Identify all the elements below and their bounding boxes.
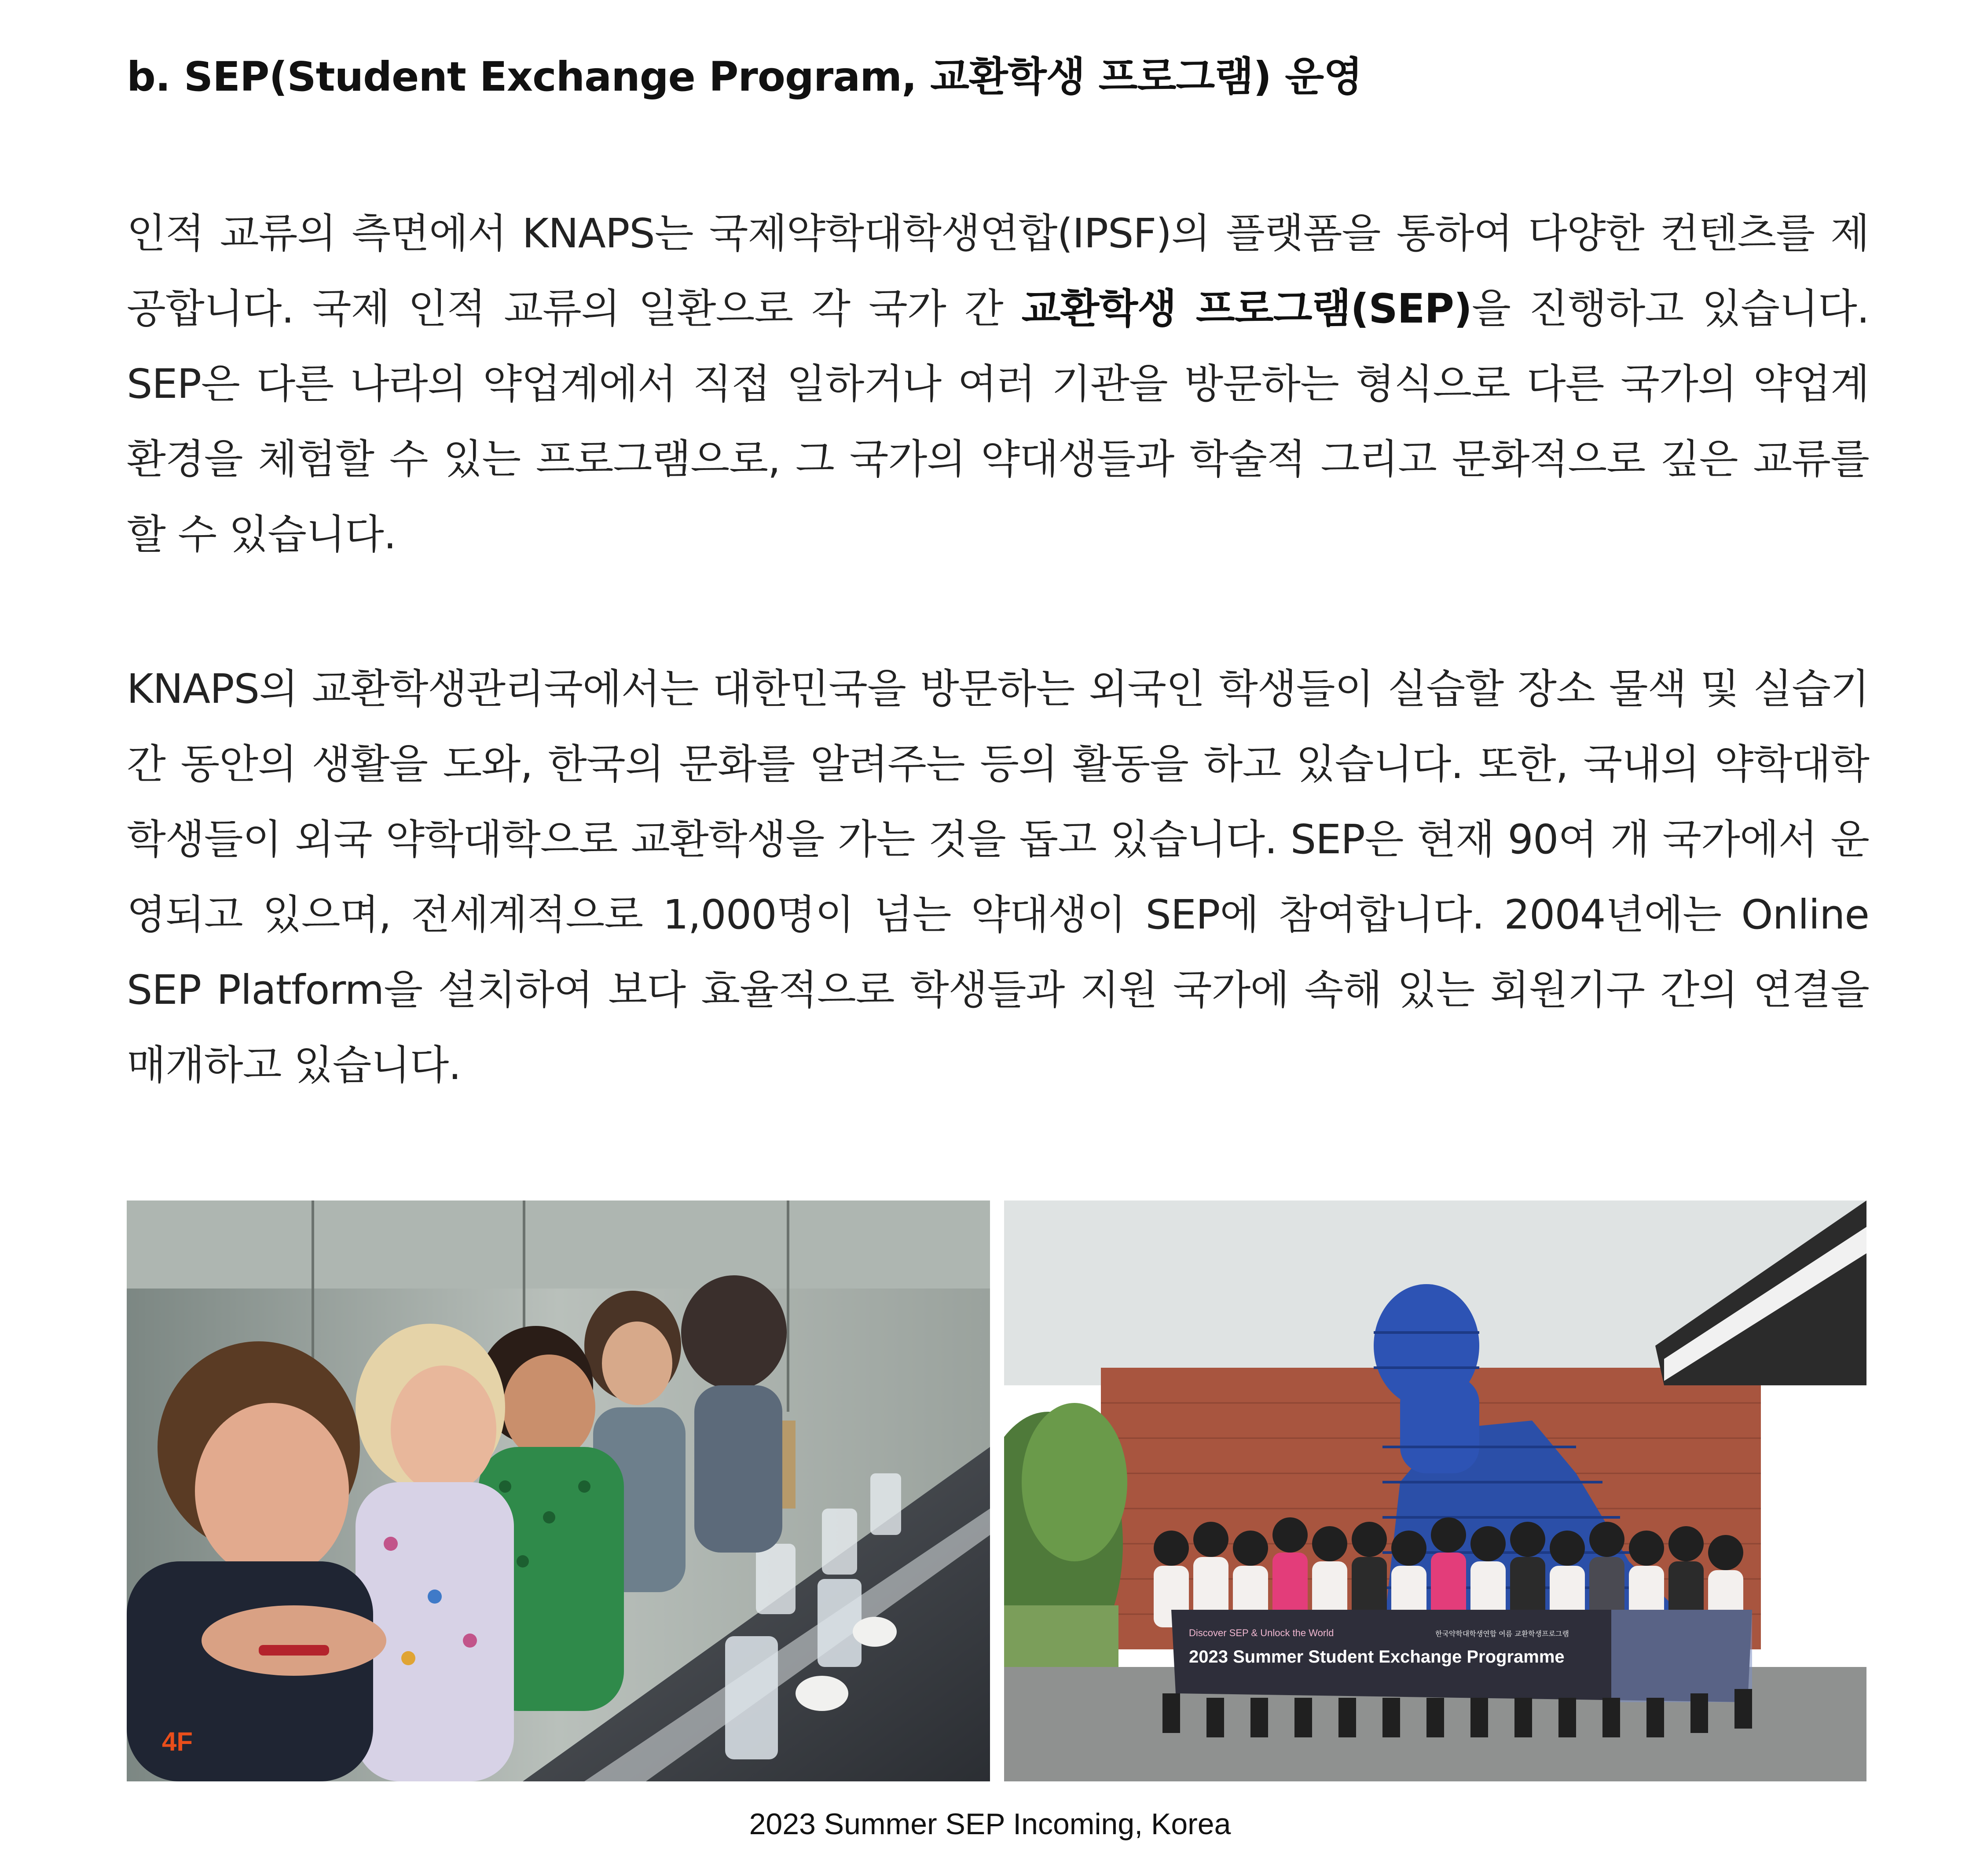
conference-room-illustration (127, 1200, 990, 1781)
section-heading: b. SEP(Student Exchange Program, 교환학생 프로그램) 운영 (127, 53, 1362, 100)
group-photo-illustration (1004, 1200, 1866, 1781)
photo-caption: 2023 Summer SEP Incoming, Korea (749, 1807, 1231, 1841)
paragraph-intro-text-1: 인적 교류의 측면에서 KNAPS는 국제약학대학생연합(IPSF)의 플랫폼을 통하여 다양한 컨텐츠를 제공합니다. 국제 인적 교류의 일환으로 각 국가 간 (127, 210, 1869, 332)
banner-korean-title: 한국약학대학생연합 여름 교환학생프로그램 (1435, 1630, 1569, 1638)
paragraph-intro-text-2: 을 진행하고 있습니다. SEP은 다른 나라의 약업계에서 직접 일하거나 여러 기관을 방문하는 형식으로 다른 국가의 약업계 환경을 체험할 수 있는 프로그램으로, 그 국가의 약대생들과 학술적 그리고 문화적으로 깊은 교류를 할 수 있습니다. (127, 285, 1870, 558)
photo-group-sculpture (1004, 1200, 1866, 1781)
paragraph-intro-bold: 교환학생 프로그램(SEP) (1021, 285, 1472, 332)
photo-conference-room (127, 1200, 990, 1781)
banner-title: 2023 Summer Student Exchange Programme (1189, 1647, 1565, 1667)
banner-tagline: Discover SEP & Unlock the World (1189, 1627, 1334, 1638)
svg-text:4F: 4F (162, 1727, 193, 1756)
paragraph-knaps-sep: KNAPS의 교환학생관리국에서는 대한민국을 방문하는 외국인 학생들이 실습할 장소 물색 및 실습기간 동안의 생활을 도와, 한국의 문화를 알려주는 등의 활동을 하고 있습니다. 또한, 국내의 약학대학 학생들이 외국 약학대학으로 교환학생을 가는 것을 돕고 있습니다. SEP은 현재 90여 개 국가에서 운영되고 있으며, 전세계적으로 1,000명이 넘는 약대생이 SEP에 참여합니다. 2004년에는 Online SEP Platform을 설치하여 보다 효율적으로 학생들과 지원 국가에 속해 있는 회원기구 간의 연결을 매개하고 있습니다. (127, 665, 1869, 1089)
paragraph-intro (127, 196, 1869, 572)
